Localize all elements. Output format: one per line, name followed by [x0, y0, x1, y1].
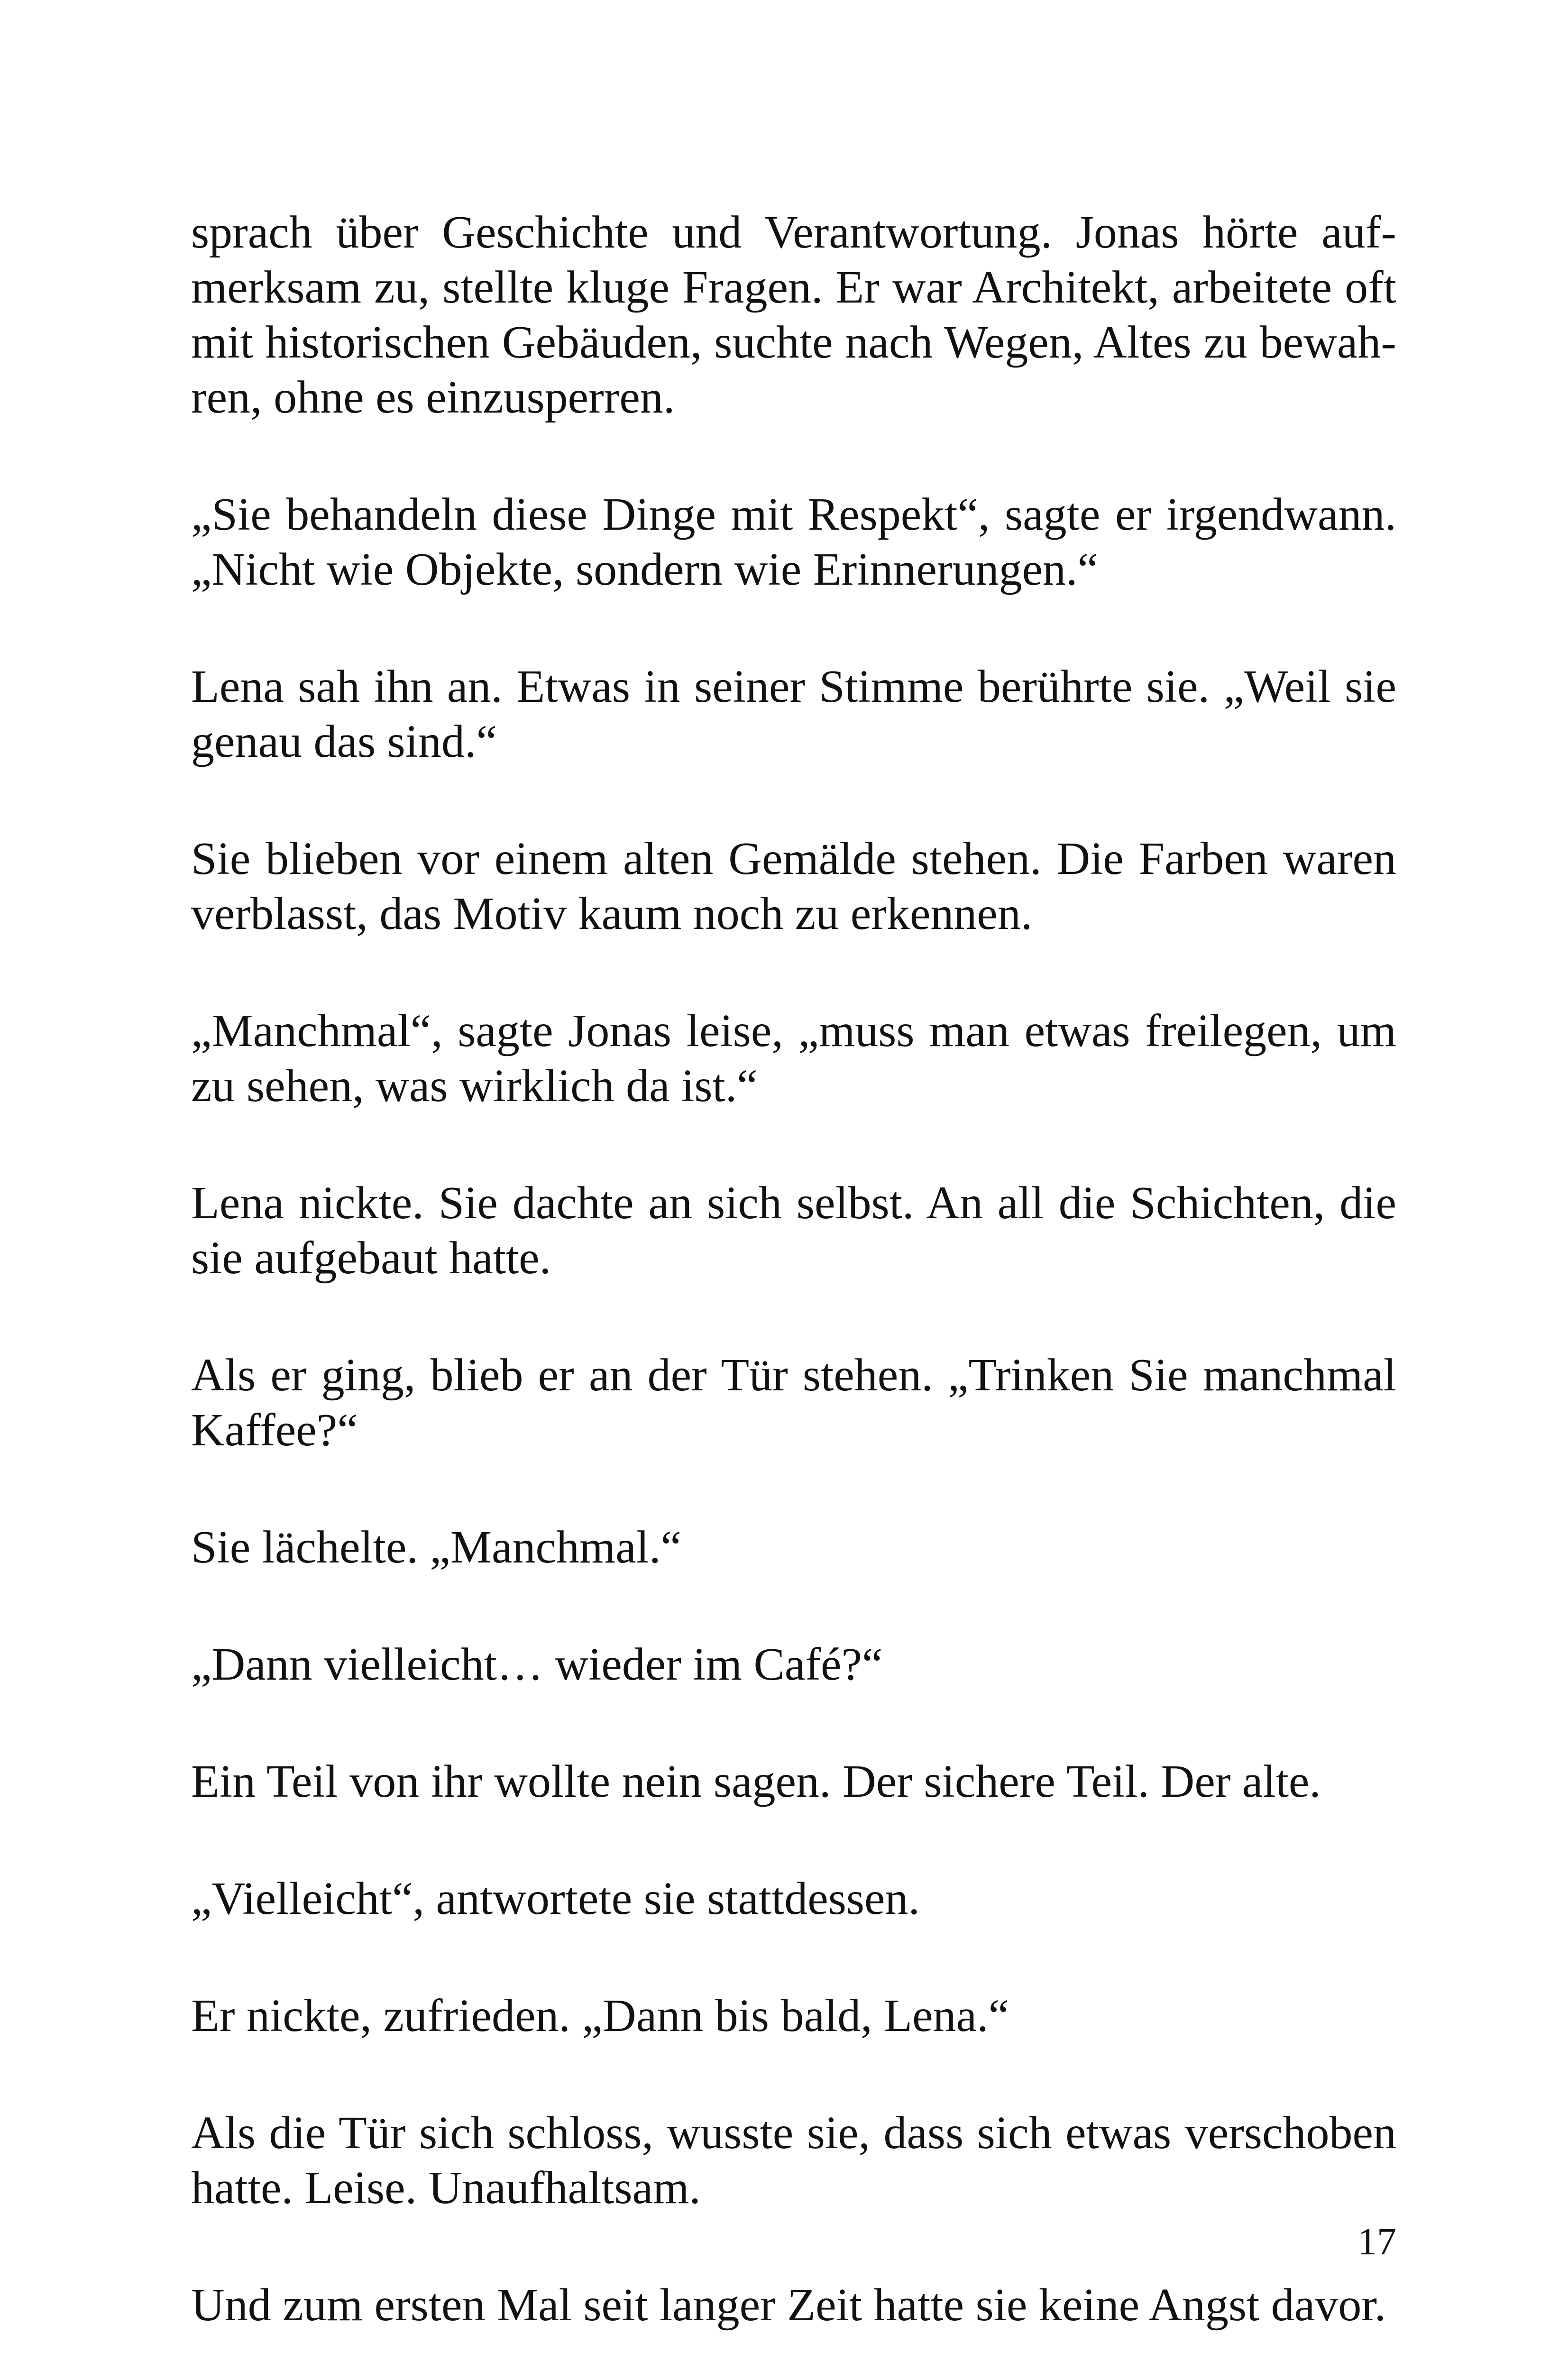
paragraph: Und zum ersten Mal seit langer Zeit hatte sie keine Angst davor.	[191, 2279, 1386, 2331]
paragraph: Ein Teil von ihr wollte nein sagen. Der sichere Teil. Der alte.	[191, 1756, 1321, 1807]
paragraph: „Manchmal“, sagte Jonas leise, „muss man etwas freilegen, um zu sehen, was wirklich da ist.“	[191, 1005, 1396, 1112]
paragraph: Sie lächelte. „Manchmal.“	[191, 1522, 681, 1573]
paragraph: Lena nickte. Sie dachte an sich selbst. An all die Schichten, die sie aufgebaut hatte.	[191, 1177, 1396, 1284]
paragraph: Er nickte, zufrieden. „Dann bis bald, Lena.“	[191, 1990, 1009, 2041]
paragraph: „Sie behandeln diese Dinge mit Respekt“, sagte er irgendwann. „Nicht wie Objekte, sondern wie Erinnerungen.“	[191, 489, 1396, 595]
paragraph: sprach über Geschichte und Verantwortung. Jonas hörte aufmerksam zu, stellte kluge Fragen. Er war Architekt, arbeitete oft mit historischen Gebäuden, suchte nach Wegen, Altes zu bewahren, ohne es einzusperren.	[191, 207, 1396, 423]
paragraph: „Vielleicht“, antwortete sie stattdessen.	[191, 1873, 920, 1924]
paragraph: „Dann vielleicht… wieder im Café?“	[191, 1639, 883, 1690]
paragraph: Als er ging, blieb er an der Tür stehen. „Trinken Sie manchmal Kaffee?“	[191, 1350, 1396, 1456]
paragraph: Sie blieben vor einem alten Gemälde stehen. Die Farben waren verblasst, das Motiv kaum noch zu erkennen.	[191, 833, 1396, 939]
body-text	[191, 205, 1396, 2333]
paragraph: Als die Tür sich schloss, wusste sie, dass sich etwas verschoben hatte. Leise. Unaufhaltsam.	[191, 2107, 1396, 2214]
paragraph: Lena sah ihn an. Etwas in seiner Stimme berührte sie. „Weil sie genau das sind.“	[191, 661, 1396, 767]
page-number: 17	[1357, 2220, 1396, 2263]
